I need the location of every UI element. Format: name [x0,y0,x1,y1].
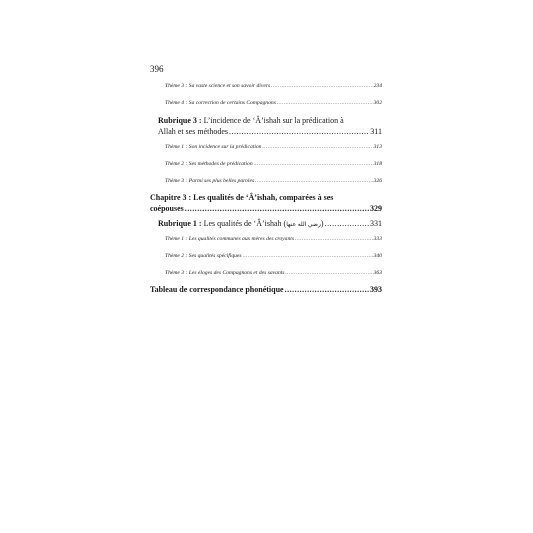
dot-leader [229,126,369,137]
toc-entry [165,95,382,112]
toc-entry-rubrique [158,112,382,139]
honorific-seal: رضي الله عنها [286,222,321,228]
toc-entry-page: 331 [370,219,382,228]
dot-leader [325,216,369,231]
toc-entry-title: Thème 1 : Les qualités communes aux mères des croyants [165,236,294,242]
toc-entry [165,139,382,156]
toc-entry-page: 363 [373,270,382,276]
rubrique-title-line2: Allah et ses méthodes [158,127,228,136]
toc-entry-title: Thème 2 : Ses qualités spécifiques [165,253,242,259]
toc-entry-page: 313 [373,144,382,150]
dot-leader [262,139,372,156]
dot-leader [295,231,373,248]
toc-entry-title: Thème 2 : Ses méthodes de prédication [165,161,253,167]
toc-entry [165,248,382,265]
page-number: 396 [150,64,164,74]
dot-leader [243,248,373,265]
toc-entry-page: 311 [370,127,382,136]
toc-entry-chapter [150,190,382,216]
chapter-title-line2: coépouses [150,204,184,213]
rubrique-title-end: ) [320,219,324,228]
dot-leader [185,203,369,214]
table-of-contents [150,78,382,297]
rubrique-title: Les qualités de ‘Â’ishah ( [201,219,287,228]
toc-entry-page: 234 [373,83,382,89]
toc-entry-title: Thème 4 : Sa correction de certains Compagnons [165,100,276,106]
toc-entry-page: 329 [370,204,382,213]
chapter-title-line1: Chapitre 3 : Les qualités de ‘Â’ishah, comparées à ses [150,193,334,202]
toc-entry-page: 393 [370,285,382,294]
toc-entry [165,156,382,173]
toc-entry-page: 340 [373,253,382,259]
toc-entry-page: 318 [373,161,382,167]
toc-entry-page: 326 [373,178,382,184]
toc-entry-title: Thème 3 : Sa vaste science et son savoir divers [165,83,271,89]
toc-entry [165,78,382,95]
toc-entry-title: Thème 3 : Les éloges des Compagnons et des savants [165,270,285,276]
rubrique-label: Rubrique 1 : [158,219,202,228]
toc-entry-tableau [150,282,382,297]
dot-leader [254,156,373,173]
toc-entry [165,265,382,282]
dot-leader [277,95,373,112]
toc-entry-rubrique [158,216,382,231]
toc-entry-page: 333 [373,236,382,242]
toc-entry [165,173,382,190]
toc-entry-title: Thème 3 : Parmi ses plus belles paroles [165,178,255,184]
rubrique-title-line1: L’incidence de ‘Â’ishah sur la prédication à [201,116,344,125]
dot-leader [271,78,372,95]
dot-leader [285,282,369,297]
rubrique-label: Rubrique 3 : [158,116,202,125]
toc-entry-title: Thème 1 : Son incidence sur la prédication [165,144,262,150]
dot-leader [255,173,372,190]
toc-entry-page: 302 [373,100,382,106]
toc-entry-title: Tableau de correspondance phonétique [150,285,284,294]
toc-entry [165,231,382,248]
dot-leader [285,265,372,282]
